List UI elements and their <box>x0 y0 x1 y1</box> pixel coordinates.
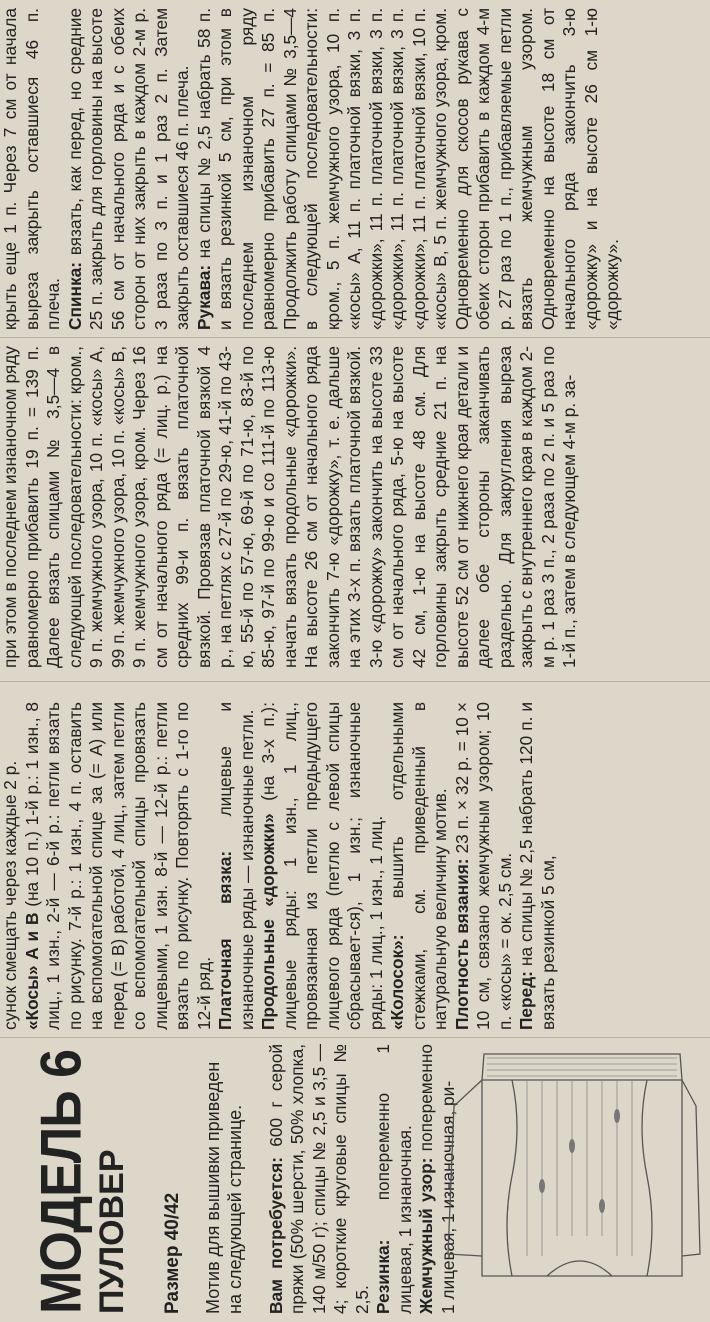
size-label: Размер 40/42 <box>162 1192 183 1314</box>
paragraph <box>215 702 258 1030</box>
column-4 <box>0 8 710 330</box>
column-divider <box>0 337 710 338</box>
paragraph-text: 23 п. × 32 р. = 10 × 10 см, связано жемчужным узором; 10 п. «косы» = ок. 2,5 см. <box>451 702 515 1030</box>
paragraph-heading: Перед: <box>516 971 536 1030</box>
paragraph-heading: «Колосок»: <box>387 934 407 1030</box>
paragraph-heading: Спинка: <box>64 262 85 330</box>
column-divider <box>0 681 710 682</box>
paragraph-text: попеременно 1 лицевая, 1 изнаночная, ри- <box>416 1044 458 1314</box>
paragraph <box>194 8 624 330</box>
paragraph <box>516 702 559 1030</box>
paragraph-text: сунок смещать через каждые 2 р. <box>0 760 20 1030</box>
sleeve-right <box>682 1080 700 1256</box>
column-divider <box>0 1037 710 1038</box>
paragraph <box>266 1044 374 1314</box>
paragraph-text: на спицы № 2,5 набрать 120 п. и вязать резинкой 5 см, <box>516 702 558 1030</box>
paragraph-text: при этом в последнем изнаночном ряду равномерно прибавить 19 п. = 139 п. Далее вязать спицами № 3,5—4 в следующей последовательности: кром., 9 п. жемчужного узора, 10 п. «косы» А, 99 п. жемчужного узора, 10 п. «косы» В, 9 п. жемчужного узора, кром. Через 16 см от начального ряда (= лиц. р.) на средних 99-и п. вязать платочной вязкой. Провязав платочной вязкой 4 р., на петлях с 27-й по 29-ю, 41-й по 43-ю, 55-й по 57-ю, 69-й по 71-ю, 83-й по 85-ю, 97-й по 99-ю и со 111-й по 113-ю начать вязать продольные «дорожки». На высоте 26 см от начального ряда закончить 7-ю «дорожку», т. е. дальше на этих 3-х п. вязать платочной вязкой. 3-ю «дорожку» закончить на высоте 33 см от начального ряда, 5-ю на высоте 42 см, 1-ю на высоте 48 см. Для горловины закрыть средние 21 п. на высоте 52 см от нижнего края детали и далее обе стороны заканчивать раздельно. Для закругления выреза закрыть с внутреннего края в каждом 2-м р. 1 раз 3 п., 2 раза по 2 п. и 5 раз по 1-й п., затем в следующем 4-м р. за- <box>0 346 579 668</box>
paragraph-heading: Резинка: <box>373 1239 393 1314</box>
model-title: МОДЕЛЬ 6 <box>29 1049 94 1314</box>
paragraph-text: (на 3-х п.): лицевые ряды: 1 изн., 1 лиц., провязанная из петли предыдущего лицевого ряда (петлю с левой спицы сбрасывает-ся), 1 изн.; изнаночные ряды: 1 лиц., 1 изн., 1 лиц. <box>258 702 386 1030</box>
paragraph <box>373 1044 416 1314</box>
sleeve-left <box>448 1080 482 1256</box>
neckline <box>547 1261 612 1276</box>
paragraph-list <box>266 1044 460 1314</box>
paragraph-text: лицевые и изнаночные ряды — изнаночные петли. <box>215 702 257 1030</box>
paragraph-text: крыть еще 1 п. Через 7 см от начала выреза закрыть оставшиеся 46 п. плеча. <box>0 8 63 330</box>
paragraph-text: вязать, как перед, но средние 25 п. закрыть для горловины на высоте 56 см от начального ряда и с обеих сторон от них закрыть в каждом 2-м р. 3 раза по 3 п. и 1 раз 2 п. Затем закрыть оставшиеся 46 п. плеча. <box>64 8 192 330</box>
paragraph-heading: Вам потребуется: <box>265 1157 286 1314</box>
column-2 <box>0 702 710 1030</box>
paragraph-text: 600 г серой пряжи (50% шерсти, 50% хлопка, 140 м/50 г); спицы № 2,5 и 3,5 — 4; короткие круговые спицы № 2,5. <box>265 1044 372 1314</box>
paragraph-heading: Жемчужный узор: <box>416 1157 436 1314</box>
paragraph <box>0 702 22 1030</box>
model-subtitle: ПУЛОВЕР <box>93 1149 131 1314</box>
paragraph-heading: Продольные «дорожки» <box>258 813 278 1030</box>
paragraph-text: попеременно 1 лицевая, 1 изнаночная. <box>373 1044 415 1314</box>
paragraph <box>387 702 452 1030</box>
paragraph <box>0 346 581 668</box>
paragraph-heading: Плотность вязания: <box>451 858 472 1030</box>
paragraph <box>65 8 194 330</box>
paragraph-heading: «Косы» А и В <box>21 912 42 1030</box>
paragraph <box>452 702 517 1030</box>
sweater-sketch <box>442 1040 704 1316</box>
paragraph <box>258 702 387 1030</box>
paragraph <box>22 702 216 1030</box>
paragraph-text: на спицы № 2,5 набрать 58 п. и вязать резинкой 5 см, при этом в последнем изнаночном ряду равномерно прибавить 27 п. = 85 п. Продолжить работу спицами № 3,5—4 в следующей последовательности: кром., 5 п. жемчужного узора, 10 п. «косы» А, 11 п. платочной вязки, 3 п. «дорожки», 11 п. платочной вязки, 3 п. «дорожки», 11 п. платочной вязки, 3 п. «дорожки», 11 п. платочной вязки, 10 п. «косы» В, 5 п. жемчужного узора, кром. Одновременно для скосов рукава с обеих сторон прибавить в каждом 4-м р. 27 раз по 1 п., прибавляемые петли вязать жемчужным узором. Одновременно на высоте 18 см от начального ряда закончить 3-ю «дорожку» и на высоте 26 см 1-ю «дорожку». <box>193 8 622 330</box>
column-3 <box>0 346 710 668</box>
paragraph <box>0 8 65 330</box>
motif-note: Мотив для вышивки приведен на следующей странице. <box>202 1061 245 1314</box>
paragraph-heading: Платочная вязка: <box>215 850 235 1030</box>
paragraph-text: (на 10 п.) 1-й р.: 1 изн., 8 лиц., 1 изн., 2-й — 6-й р.: петли вязать по рисунку. 7-й р.: 1 изн., 4 п. оставить на вспомогательной спице за (= А) или перед (= В) работой, 4 лиц., затем петли со вспомогательной спицы провязать лицевыми, 1 изн. 8-й — 12-й р.: петли вязать по рисунку. Повторять с 1-го по 12-й ряд. <box>21 702 214 1030</box>
paragraph-text: вышить отдельными стежками, см. приведенный в натуральную величину мотив. <box>387 702 450 1030</box>
paragraph-heading: Рукава: <box>193 264 214 330</box>
